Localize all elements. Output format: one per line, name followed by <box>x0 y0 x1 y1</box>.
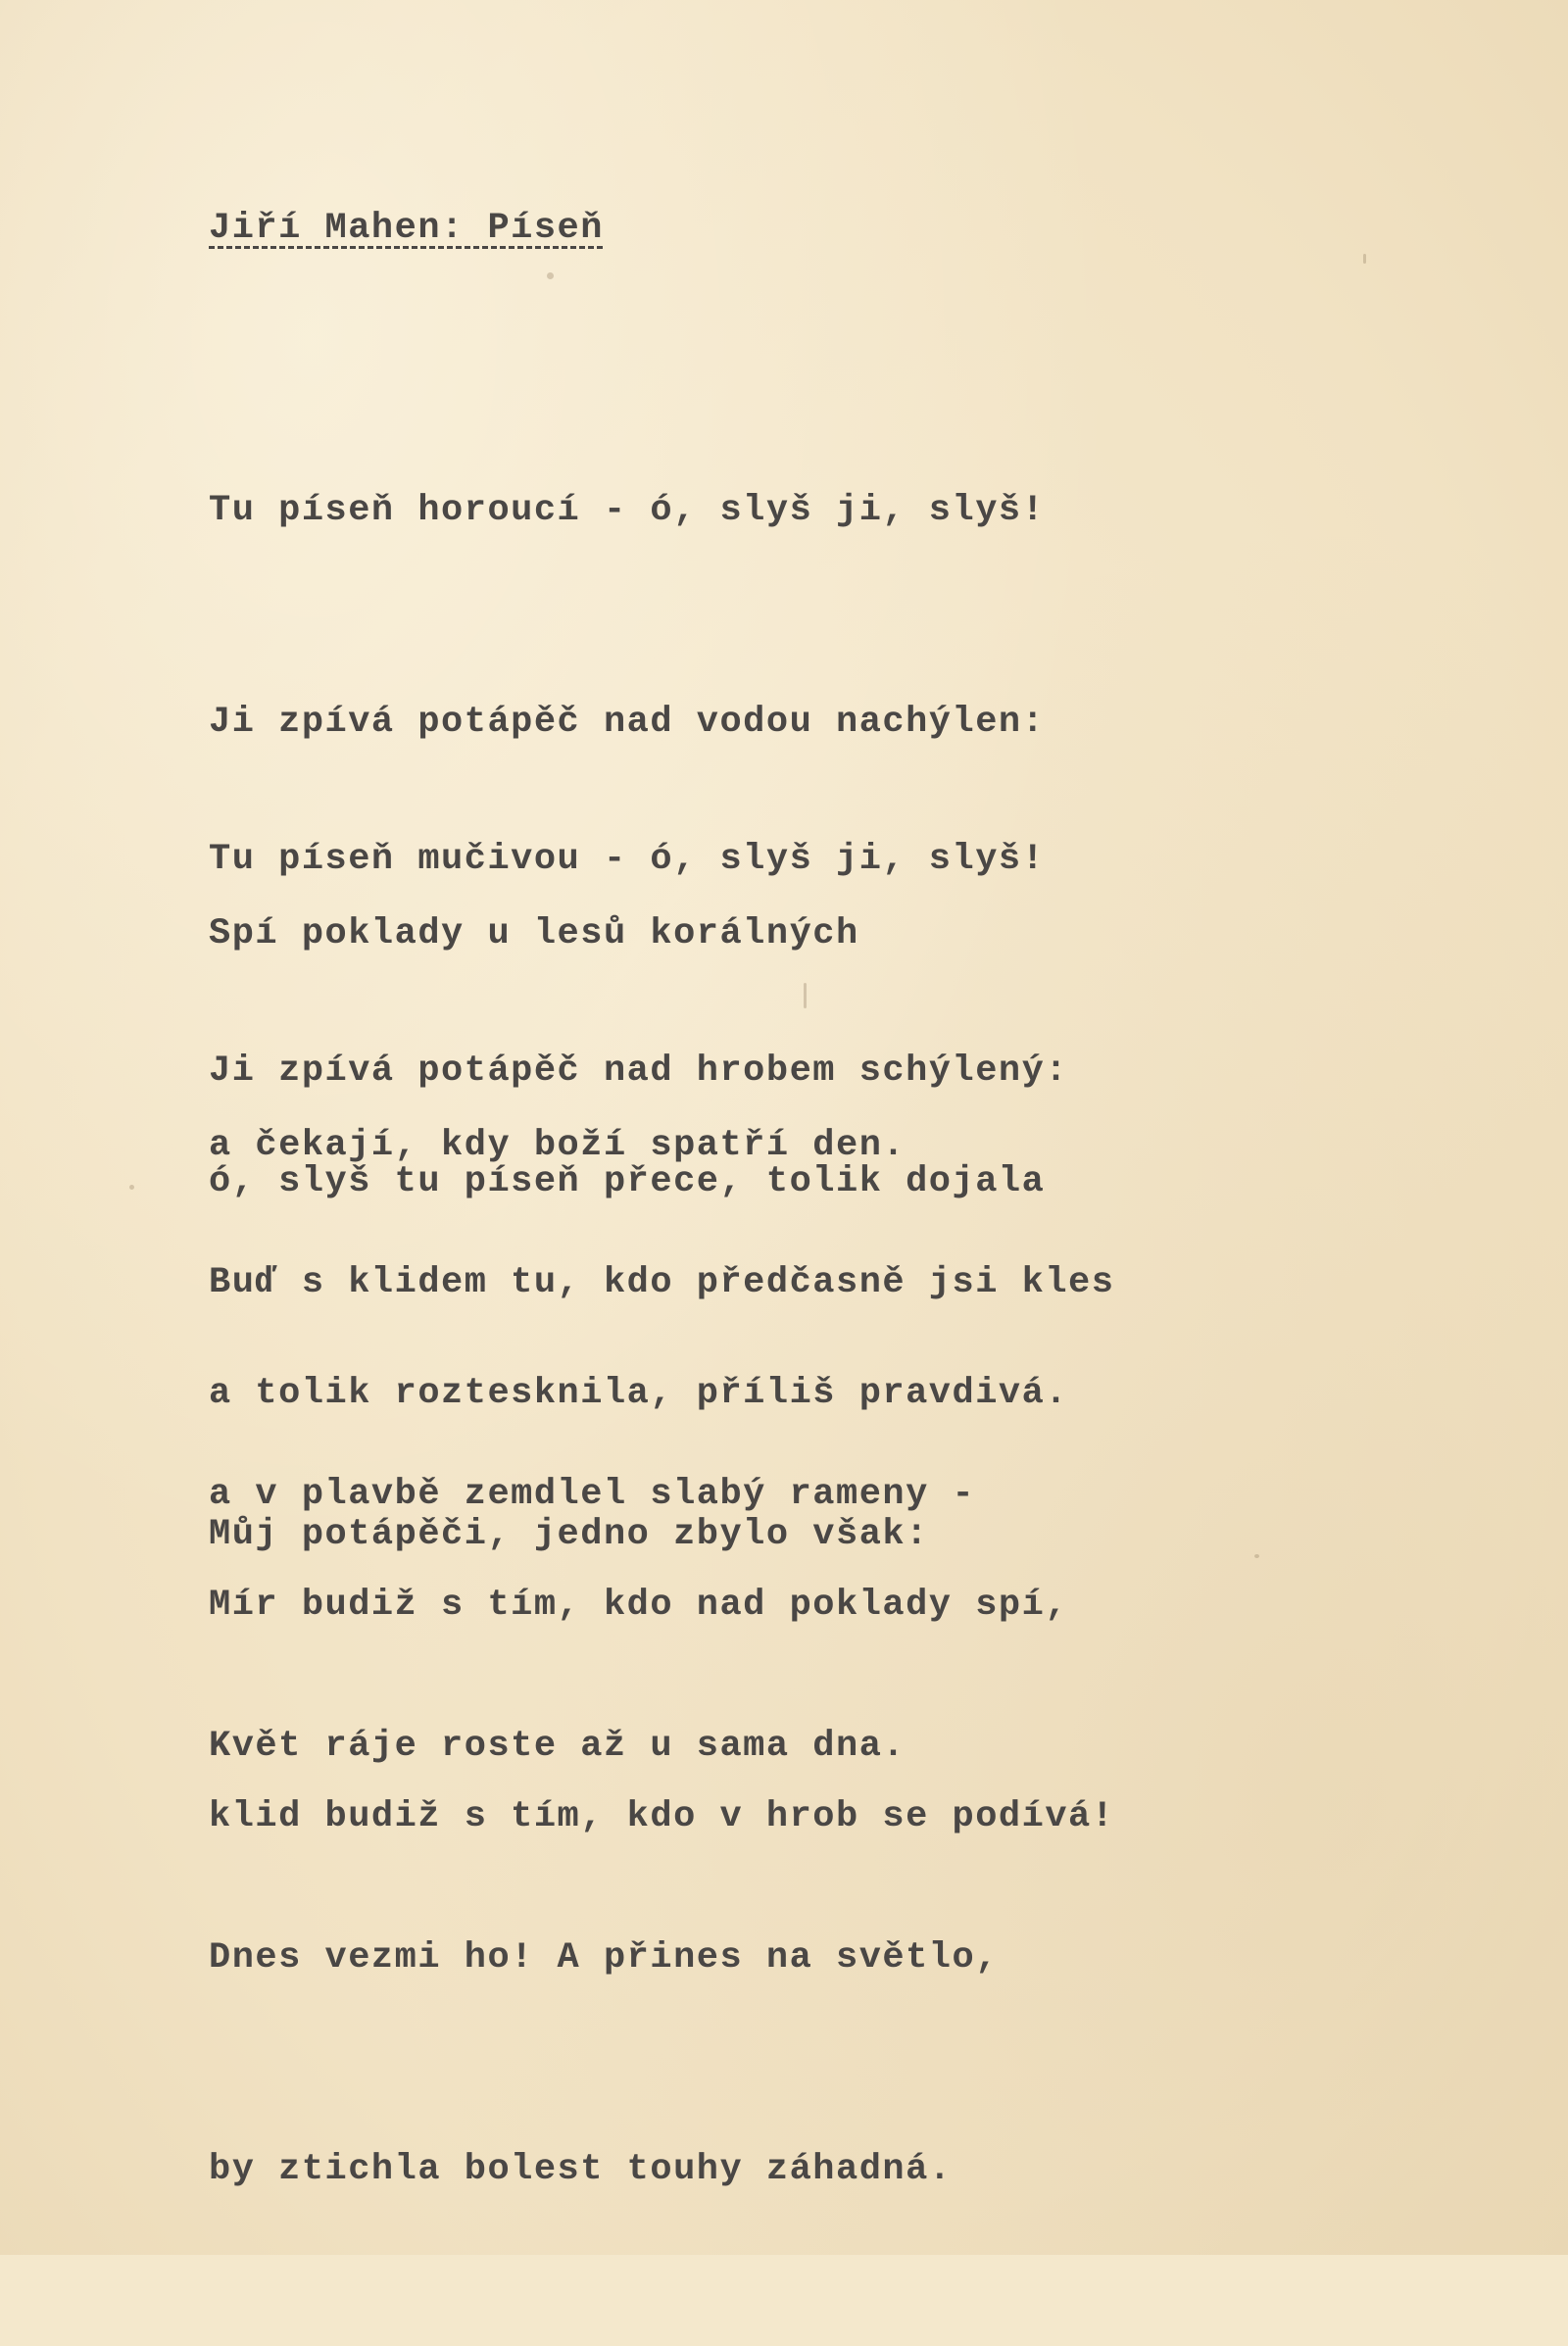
poem-line: Ji zpívá potápěč nad vodou nachýlen: <box>209 702 1046 743</box>
poem-line: Tu píseň mučivou - ó, slyš ji, slyš! <box>209 839 1046 880</box>
paper-speck <box>129 1185 134 1190</box>
poem-line: klid budiž s tím, kdo v hrob se podívá! <box>209 1796 1115 1837</box>
paper-speck <box>1254 1554 1259 1558</box>
poem-line: Dnes vezmi ho! A přines na světlo, <box>209 1937 999 1979</box>
poem-line: Mír budiž s tím, kdo nad poklady spí, <box>209 1585 1069 1626</box>
poem-line: ó, slyš tu píseň přece, tolik dojala <box>209 1161 1046 1202</box>
stanza-4 <box>209 1358 999 2346</box>
poem-title: Jiří Mahen: Píseň <box>209 208 604 249</box>
poem-line: by ztichla bolest touhy záhadná. <box>209 2149 953 2190</box>
poem-line: a čekají, kdy boží spatří den. <box>209 1125 906 1166</box>
poem-line: a tolik roztesknila, příliš pravdivá. <box>209 1373 1069 1414</box>
poem-line: Ji zpívá potápěč nad hrobem schýlený: <box>209 1051 1069 1092</box>
poem-line: a v plavbě zemdlel slabý rameny - <box>209 1474 976 1515</box>
poem-line: Květ ráje roste až u sama dna. <box>209 1726 906 1767</box>
paper-speck <box>547 272 554 279</box>
poem-line: Spí poklady u lesů korálných <box>209 913 859 954</box>
poem-line: Buď s klidem tu, kdo předčasně jsi kles <box>209 1262 1115 1303</box>
paper-speck <box>1363 254 1366 264</box>
poem-line: Můj potápěči, jedno zbylo však: <box>209 1514 929 1555</box>
poem-line: Tu píseň horoucí - ó, slyš ji, slyš! <box>209 490 1046 531</box>
